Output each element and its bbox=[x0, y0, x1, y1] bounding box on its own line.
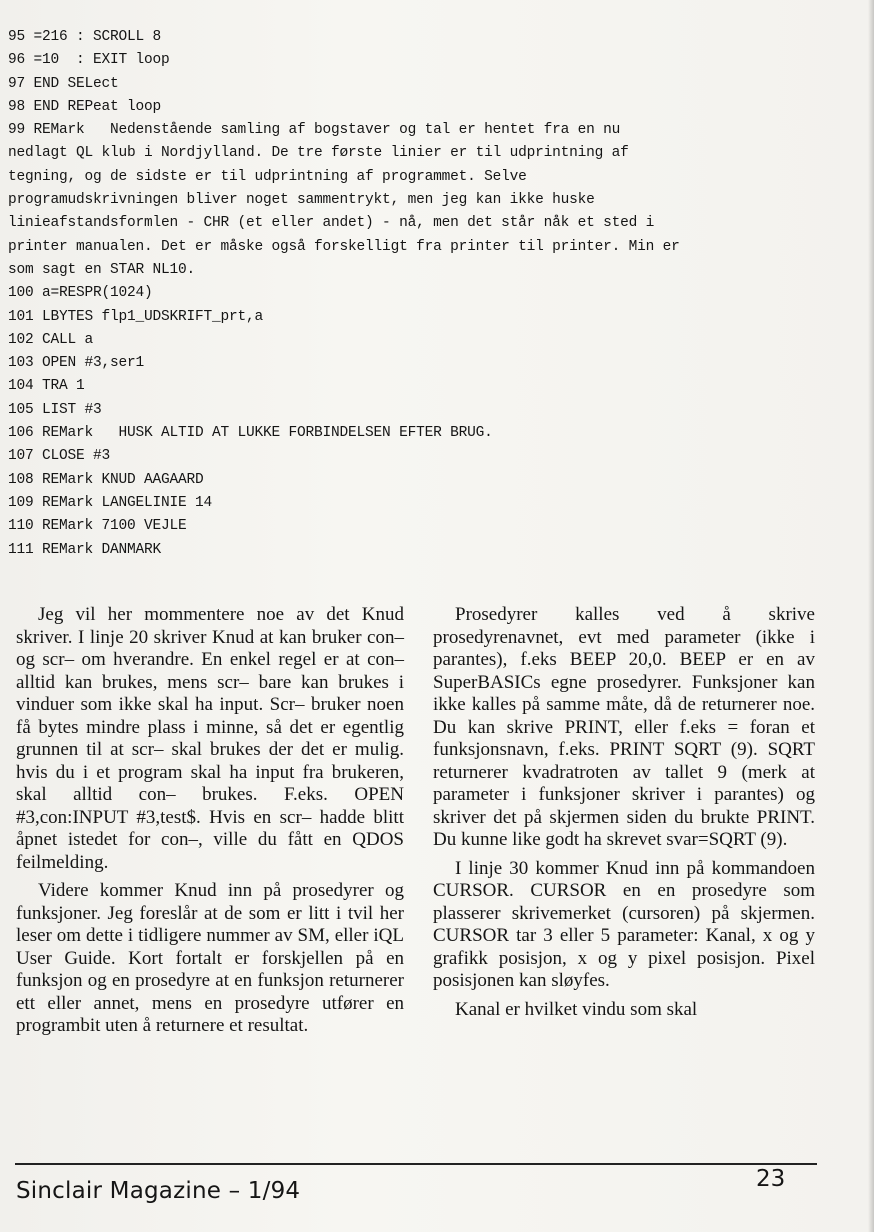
magazine-title: Sinclair Magazine – 1/94 bbox=[16, 1178, 301, 1204]
listing-line: 96 =10 : EXIT loop bbox=[8, 52, 170, 69]
listing-line: 107 CLOSE #3 bbox=[8, 448, 111, 465]
listing-line: 103 OPEN #3,ser1 bbox=[8, 355, 145, 372]
article-paragraph: I linje 30 kommer Knud inn på kommandoen CURSOR. CURSOR en en prosedyre som plasserer skrivemerket (cursoren) på skjermen. CURSOR tar 3 eller 5 parameter: Kanal, x og y grafikk posisjon, x og y pixel posisjon. Pixel posisjonen kan sløyfes. bbox=[433, 857, 815, 991]
listing-line: tegning, og de sidste er til udprintning af programmet. Selve bbox=[8, 168, 527, 185]
footer-rule bbox=[15, 1163, 817, 1165]
article-column-right bbox=[433, 604, 815, 1027]
article-column-left bbox=[16, 604, 404, 1044]
listing-line: 99 REMark Nedenstående samling af bogstaver og tal er hentet fra en nu bbox=[8, 122, 621, 139]
listing-line: 95 =216 : SCROLL 8 bbox=[8, 29, 162, 45]
listing-line: som sagt en STAR NL10. bbox=[8, 261, 196, 278]
program-listing bbox=[8, 26, 838, 562]
listing-line: linieafstandsformlen - CHR (et eller andet) - nå, men det står nåk et sted i bbox=[8, 215, 655, 232]
listing-line: printer manualen. Det er måske også forskelligt fra printer til printer. Min er bbox=[8, 238, 680, 255]
listing-line: nedlagt QL klub i Nordjylland. De tre første linier er til udprintning af bbox=[8, 145, 629, 162]
listing-line: 111 REMark DANMARK bbox=[8, 541, 162, 558]
listing-line: programudskrivningen bliver noget sammentrykt, men jeg kan ikke huske bbox=[8, 192, 595, 209]
listing-line: 104 TRA 1 bbox=[8, 378, 85, 395]
listing-line: 98 END REPeat loop bbox=[8, 98, 162, 115]
listing-line: 109 REMark LANGELINIE 14 bbox=[8, 494, 213, 511]
listing-line: 110 REMark 7100 VEJLE bbox=[8, 518, 187, 535]
article-paragraph: Kanal er hvilket vindu som skal bbox=[455, 998, 698, 1020]
listing-line: 108 REMark KNUD AAGAARD bbox=[8, 471, 204, 488]
listing-line: 101 LBYTES flp1_UDSKRIFT_prt,a bbox=[8, 308, 264, 325]
article-paragraph: Videre kommer Knud inn på prosedyrer og funksjoner. Jeg foreslår at de som er litt i tvil her leser om dette i tidligere nummer av SM, eller iQL User Guide. Kort fortalt er forskjellen på en funksjon og en prosedyre at en funksjon returnerer ett eller annet, mens en prosedyre utfører en programbit uten å returnere et resultat. bbox=[16, 880, 404, 1036]
page-number: 23 bbox=[756, 1166, 786, 1192]
listing-line: 97 END SELect bbox=[8, 75, 119, 92]
listing-line: 102 CALL a bbox=[8, 331, 94, 348]
listing-line: 100 a=RESPR(1024) bbox=[8, 285, 153, 302]
page-edge-shadow bbox=[868, 0, 874, 1232]
article-paragraph: Jeg vil her mommentere noe av det Knud skriver. I linje 20 skriver Knud at kan bruker con– og scr– om hverandre. En enkel regel er at con– alltid kan brukes, mens scr– bare kan brukes i vinduer som ikke skal ha input. Scr– bruker noen få bytes mindre plass i minne, så det er egentlig grunnen til at scr– skal brukes der det er mulig. hvis du i et program skal ha input fra brukeren, skal alltid con– brukes. F.eks. OPEN #3,con:INPUT #3,test$. Hvis en scr– hadde blitt åpnet istedet for con–, ville du fått en QDOS feilmelding. bbox=[16, 604, 404, 873]
listing-line: 105 LIST #3 bbox=[8, 401, 102, 418]
article-paragraph: Prosedyrer kalles ved å skrive prosedyrenavnet, evt med parameter (ikke i parantes), f.eks BEEP 20,0. BEEP er en av SuperBASICs egne prosedyrer. Funksjoner kan ikke kalles på samme måte, då de returnerer noe. Du kan skrive PRINT, eller f.eks = foran et funksjonsnavn, f.eks. PRINT SQRT (9). SQRT returnerer kvadratroten av tallet 9 (merk at parameter i funksjoner skriver i parantes) og skriver det på skjermen siden du brukte PRINT. Du kunne like godt ha skrevet svar=SQRT (9). bbox=[433, 604, 815, 850]
listing-line: 106 REMark HUSK ALTID AT LUKKE FORBINDELSEN EFTER BRUG. bbox=[8, 425, 493, 442]
